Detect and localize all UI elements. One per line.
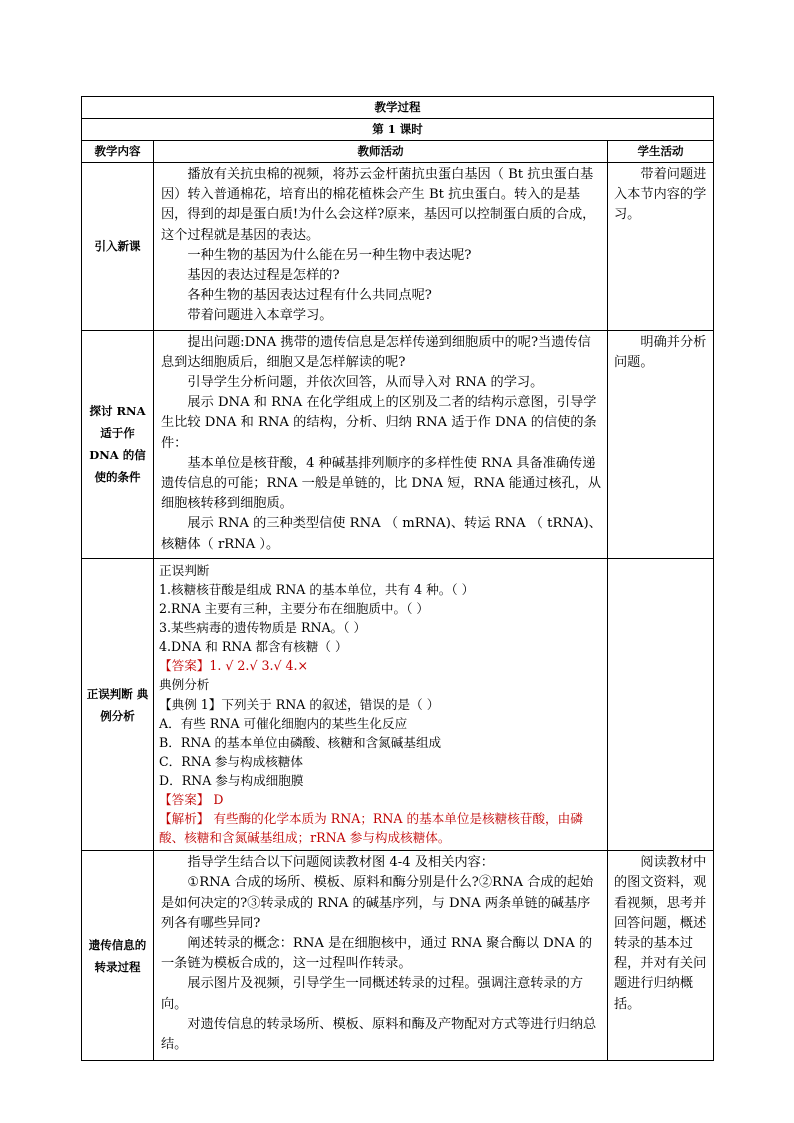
paragraph: 带着问题进入本节内容的学习。 [614,167,707,223]
lesson-table [81,96,714,1061]
paragraph: 对遗传信息的转录场所、模板、原料和酶及产物配对方式等进行归纳总结。 [161,1016,597,1053]
paragraph: ①RNA 合成的场所、模板、原料和酶分别是什么?②RNA 合成的起始是如何决定的?③转录成的 RNA 的碱基序列，与 DNA 两条单链的碱基序列各有哪些异同? [161,875,594,931]
paragraph: 各种生物的基因表达过程有什么共同点呢? [187,288,432,304]
header-content: 教学内容 [82,141,154,163]
student-activity-transcription [608,851,714,1061]
lesson-number: 第 1 课时 [82,119,714,141]
option-c: C．RNA 参与构成核糖体 [159,753,303,769]
judge-item: 3.某些病毒的遗传物质是 RNA。（ ） [159,620,367,636]
table-row [82,558,714,850]
table-row [82,330,714,558]
topic-judgement: 正误判断 典例分析 [82,558,154,850]
topic-transcription: 遗传信息的转录过程 [82,851,154,1061]
example-answer: 【答案】 D [159,791,224,807]
topic-intro: 引入新课 [82,163,154,331]
paragraph: 展示图片及视频，引导学生一同概述转录的过程。强调注意转录的方向。 [161,976,584,1012]
judge-item: 4.DNA 和 RNA 都含有核糖（ ） [159,639,348,655]
topic-rna-messenger: 探讨 RNA 适于作 DNA 的信使的条件 [82,330,154,558]
header-student: 学生活动 [608,141,714,163]
header-teacher: 教师活动 [154,141,608,163]
option-a: A．有些 RNA 可催化细胞内的某些生化反应 [159,715,408,731]
teacher-activity-rna [154,330,608,558]
teacher-activity-transcription [154,851,608,1061]
paragraph: 一种生物的基因为什么能在另一种生物中表达呢? [187,247,472,263]
student-activity-intro [608,163,714,331]
table-row [82,163,714,331]
teacher-activity-judgement [154,558,608,850]
paragraph: 提出问题:DNA 携带的遗传信息是怎样传递到细胞质中的呢?当遗传信息到达细胞质后，细胞又是怎样解读的呢? [161,334,591,370]
judge-answer: 【答案】1. √ 2.√ 3.√ 4.× [159,658,309,674]
table-row [82,851,714,1061]
paragraph: 基因的表达过程是怎样的? [187,268,340,284]
option-b: B．RNA 的基本单位由磷酸、核糖和含氮碱基组成 [159,734,442,750]
paragraph: 展示 DNA 和 RNA 在化学组成上的区别及二者的结构示意图，引导学生比较 DNA 和 RNA 的结构，分析、归纳 RNA 适于作 DNA 的信使的条件： [161,395,597,451]
judge-title: 正误判断 [159,562,210,578]
table-title: 教学过程 [82,97,714,119]
paragraph: 基本单位是核苷酸，4 种碱基排列顺序的多样性使 RNA 具备准确传递遗传信息的可能；RNA 一般是单链的，比 DNA 短，RNA 能通过核孔，从细胞核转移到细胞质。 [161,455,602,512]
paragraph: 指导学生结合以下问题阅读教材图 4-4 及相关内容： [187,855,494,871]
judge-item: 2.RNA 主要有三种，主要分布在细胞质中。（ ） [159,601,430,617]
paragraph: 引导学生分析问题，并依次回答，从而导入对 RNA 的学习。 [187,375,544,391]
paragraph: 展示 RNA 的三种类型信使 RNA （ mRNA)、转运 RNA （ tRNA)、核糖体（ rRNA ）。 [161,516,602,552]
judge-item: 1.核糖核苷酸是组成 RNA 的基本单位，共有 4 种。（ ） [159,581,475,597]
student-activity-judgement [608,558,714,850]
paragraph: 阐述转录的概念：RNA 是在细胞核中，通过 RNA 聚合酶以 DNA 的一条链为模板合成的，这一过程叫作转录。 [161,936,593,972]
example-analysis: 【解析】 有些酶的化学本质为 RNA；RNA 的基本单位是核糖核苷酸，由磷酸、核糖和含氮碱基组成；rRNA 参与构成核糖体。 [159,811,583,846]
teacher-activity-intro [154,163,608,331]
option-d: D．RNA 参与构成细胞膜 [159,772,304,788]
example-title: 典例分析 [159,677,210,693]
paragraph: 播放有关抗虫棉的视频，将苏云金杆菌抗虫蛋白基因（ Bt 抗虫蛋白基因）转入普通棉花，培育出的棉花植株会产生 Bt 抗虫蛋白。转入的是基因，得到的却是蛋白质!为什么会这样?原来，基因可以控制蛋白质的合成，这个过程就是基因的表达。 [161,167,596,243]
paragraph: 阅读教材中的图文资料，观看视频，思考并回答问题，概述转录的基本过程，并对有关问题进行归纳概括。 [614,855,707,1012]
paragraph: 带着问题进入本章学习。 [187,308,333,324]
student-activity-rna [608,330,714,558]
paragraph: 明确并分析问题。 [614,334,707,370]
example-question: 【典例 1】下列关于 RNA 的叙述，错误的是（ ） [159,696,440,712]
